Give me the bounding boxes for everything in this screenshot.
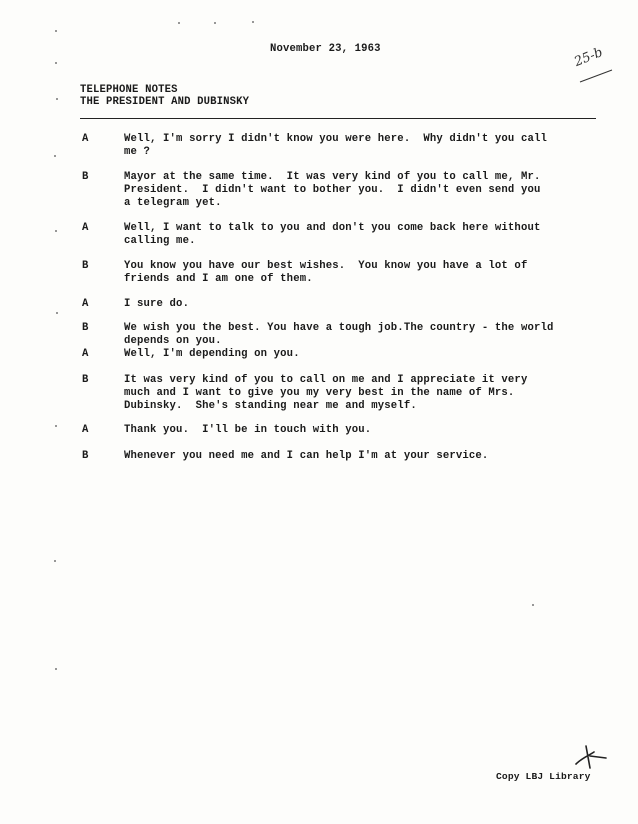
header-rule	[80, 118, 596, 119]
dialogue-line: Well, I'm sorry I didn't know you were here. Why didn't you call	[124, 133, 547, 145]
speaker-label: A	[82, 298, 89, 310]
dialogue-line: Thank you. I'll be in touch with you.	[124, 424, 372, 436]
speaker-label: B	[82, 374, 89, 386]
dialogue-line: I sure do.	[124, 298, 190, 310]
speaker-label: A	[82, 424, 89, 436]
dialogue-line: Well, I'm depending on you.	[124, 348, 300, 360]
scan-mark	[54, 560, 56, 562]
dialogue-line: Mayor at the same time. It was very kind of you to call me, Mr.	[124, 171, 541, 183]
scan-mark	[178, 22, 180, 24]
dialogue-line: a telegram yet.	[124, 197, 222, 209]
scan-mark	[55, 668, 57, 670]
scan-mark	[54, 155, 56, 157]
document-subtitle: THE PRESIDENT AND DUBINSKY	[80, 96, 250, 108]
library-footer: Copy LBJ Library	[496, 771, 591, 782]
scan-mark	[55, 30, 57, 32]
speaker-label: B	[82, 450, 89, 462]
speaker-label: B	[82, 171, 89, 183]
scan-mark	[56, 98, 58, 100]
speaker-label: A	[82, 348, 89, 360]
dialogue-line: It was very kind of you to call on me and I appreciate it very	[124, 374, 528, 386]
dialogue-line: Dubinsky. She's standing near me and myself.	[124, 400, 417, 412]
dialogue-line: We wish you the best. You have a tough job.The country - the world	[124, 322, 554, 334]
scan-mark	[252, 21, 254, 23]
scan-mark	[532, 604, 534, 606]
dialogue-line: friends and I am one of them.	[124, 273, 313, 285]
dialogue-line: Whenever you need me and I can help I'm at your service.	[124, 450, 489, 462]
speaker-label: A	[82, 133, 89, 145]
dialogue-line: Well, I want to talk to you and don't you come back here without	[124, 222, 541, 234]
dialogue-line: me ?	[124, 146, 151, 158]
speaker-label: B	[82, 260, 89, 272]
dialogue-line: calling me.	[124, 235, 196, 247]
dialogue-line: You know you have our best wishes. You know you have a lot of	[124, 260, 528, 272]
speaker-label: B	[82, 322, 89, 334]
dialogue-line: depends on you.	[124, 335, 222, 347]
scan-mark	[56, 312, 58, 314]
annotation-stroke-icon	[576, 52, 616, 86]
dialogue-line: much and I want to give you my very best in the name of Mrs.	[124, 387, 515, 399]
scan-mark	[55, 230, 57, 232]
scan-mark	[55, 62, 57, 64]
document-date: November 23, 1963	[270, 43, 381, 55]
dialogue-line: President. I didn't want to bother you. I didn't even send you	[124, 184, 541, 196]
signature-mark-icon	[572, 742, 612, 772]
handwritten-annotation: 25-b	[572, 45, 606, 70]
scan-mark	[55, 425, 57, 427]
scan-mark	[214, 22, 216, 24]
speaker-label: A	[82, 222, 89, 234]
document-title: TELEPHONE NOTES	[80, 84, 178, 96]
